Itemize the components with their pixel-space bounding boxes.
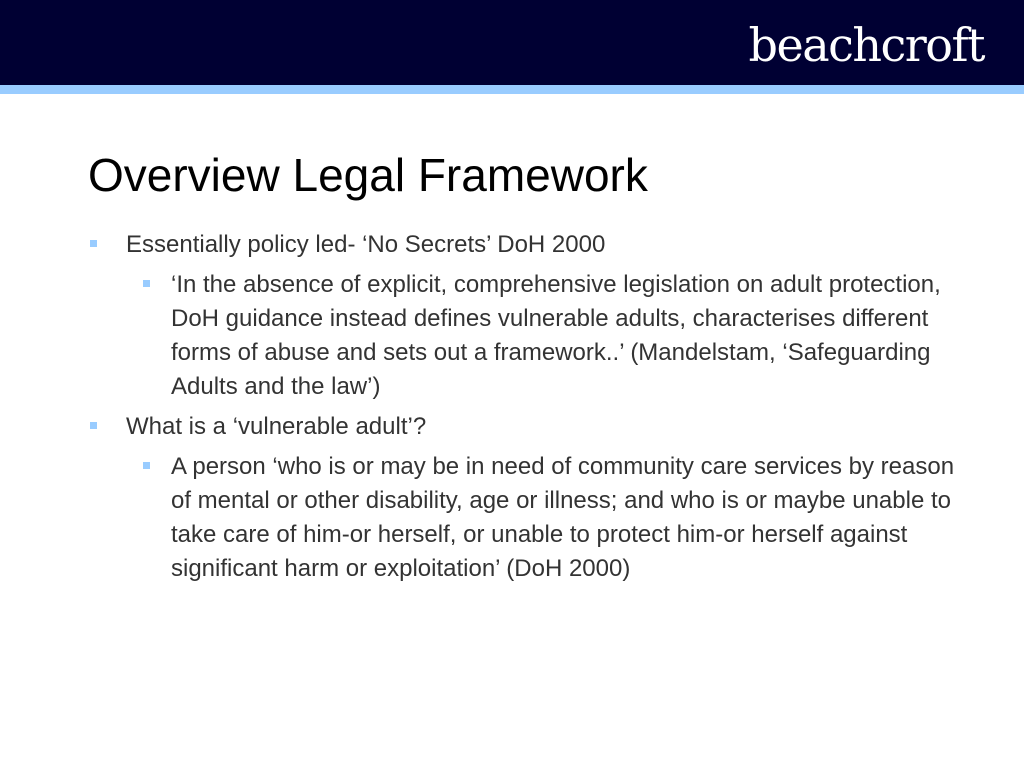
header-bar <box>0 0 1024 85</box>
bullet-text: What is a ‘vulnerable adult’? <box>126 413 427 440</box>
sub-bullet-item <box>88 268 978 404</box>
bullet-text: Essentially policy led- ‘No Secrets’ DoH 2000 <box>126 231 606 258</box>
sub-bullet-item <box>88 450 978 586</box>
square-bullet-icon <box>90 422 97 429</box>
square-bullet-icon <box>143 462 150 469</box>
bullet-item <box>88 228 978 262</box>
beachcroft-logo: beachcroft <box>748 18 984 72</box>
bullet-item <box>88 410 978 444</box>
accent-stripe <box>0 85 1024 94</box>
slide-title: Overview Legal Framework <box>88 149 648 201</box>
sub-bullet-text: A person ‘who is or may be in need of community care services by reason of mental or other disability, age or illness; and who is or maybe unable to take care of him-or herself, or unable to protect him-or herself against significant harm or exploitation’ (DoH 2000) <box>171 453 955 582</box>
square-bullet-icon <box>90 240 97 247</box>
slide-content <box>88 228 978 592</box>
square-bullet-icon <box>143 280 150 287</box>
sub-bullet-text: ‘In the absence of explicit, comprehensive legislation on adult protection, DoH guidance instead defines vulnerable adults, characterises different forms of abuse and sets out a framework..’ (Mandelstam, ‘Safeguarding Adults and the law’) <box>171 271 941 400</box>
